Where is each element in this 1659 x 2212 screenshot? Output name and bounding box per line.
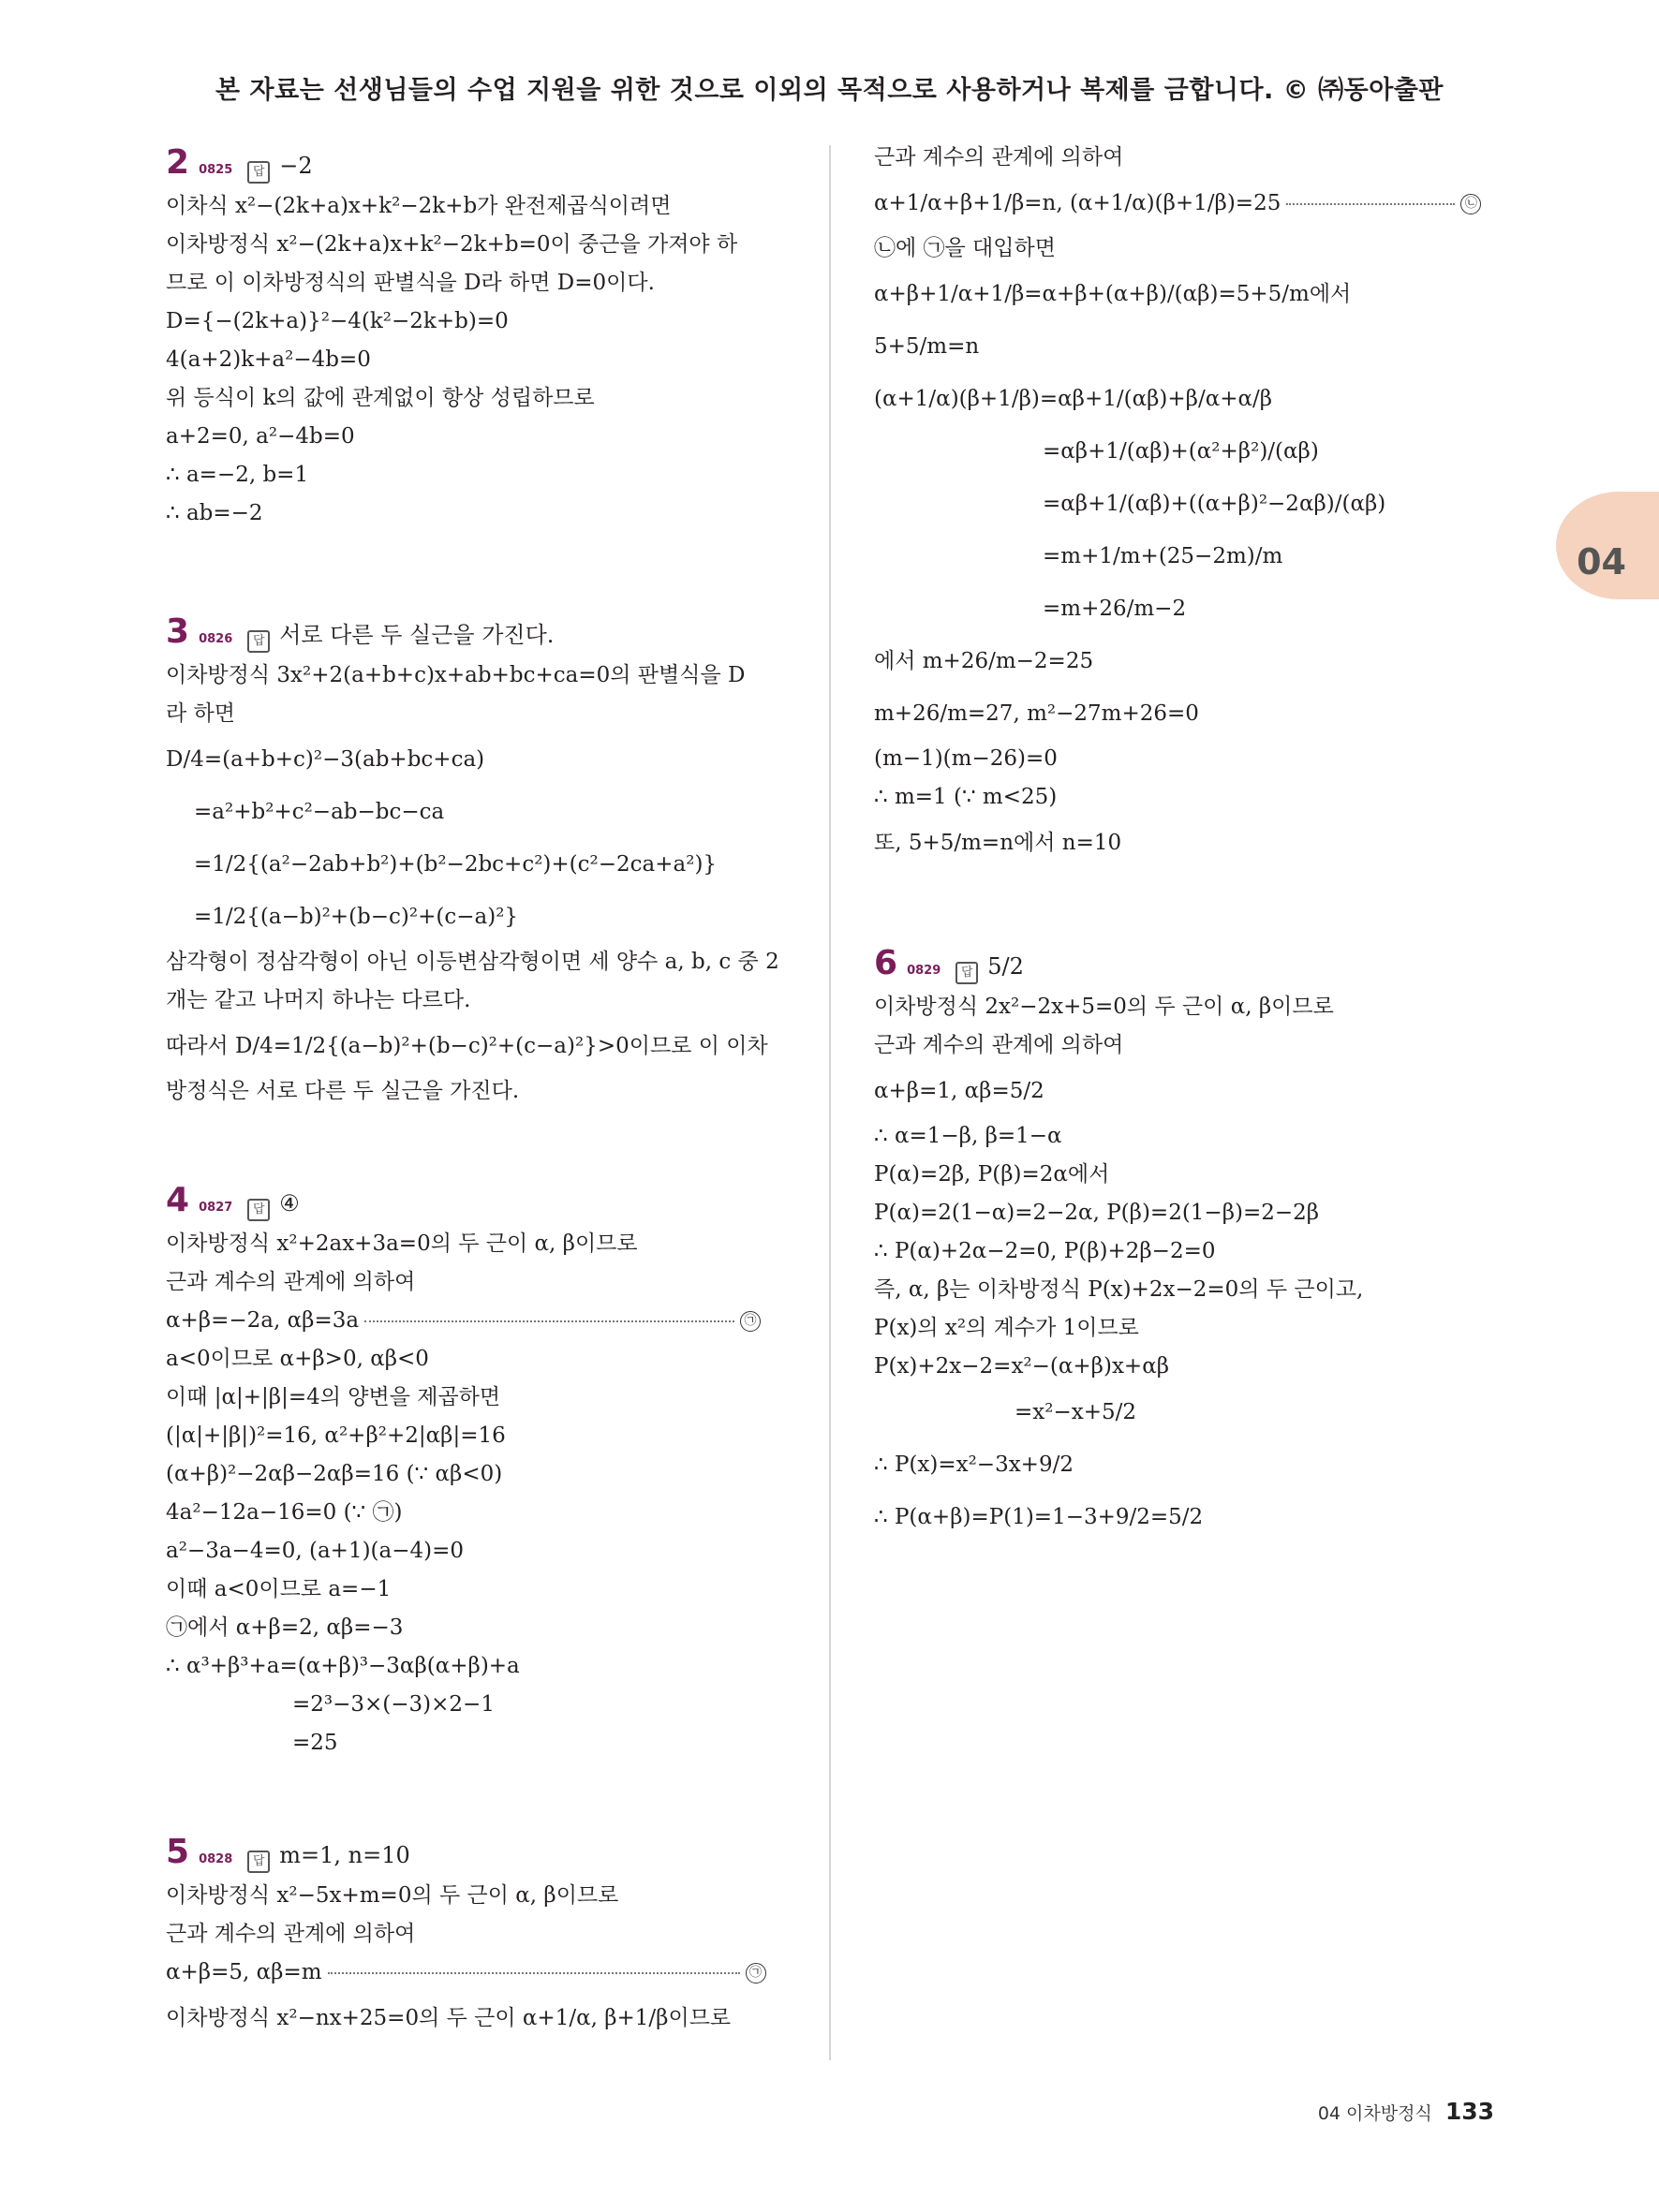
problem-5-header xyxy=(166,1828,803,1877)
equation-text: α+β=5, αβ=m xyxy=(166,1960,322,1984)
problem-number: 6 xyxy=(874,944,898,982)
solution-line: (|α|+|β|)²=16, α²+β²+2|αβ|=16 xyxy=(166,1423,506,1448)
solution-line: =a²+b²+c²−ab−bc−ca xyxy=(194,800,445,824)
solution-line: m+26/m=27, m²−27m+26=0 xyxy=(874,701,1199,726)
problem-4-header xyxy=(166,1176,803,1225)
problem-answer: m=1, n=10 xyxy=(279,1842,410,1868)
solution-line: =αβ+1/(αβ)+((α+β)²−2αβ)/(αβ) xyxy=(1043,492,1386,516)
solution-line-with-mark xyxy=(166,1302,803,1340)
solution-line: ∴ P(α+β)=P(1)=1−3+9/2=5/2 xyxy=(874,1505,1204,1529)
problem-answer: 서로 다른 두 실근을 가진다. xyxy=(279,622,555,648)
problem-3-header xyxy=(166,608,803,656)
problem-6-header xyxy=(874,939,1511,988)
solution-line: P(x)의 x²의 계수가 1이므로 xyxy=(874,1316,1139,1340)
solution-line: =αβ+1/(αβ)+(α²+β²)/(αβ) xyxy=(1043,439,1319,464)
solution-line: α+β=1, αβ=5/2 xyxy=(874,1079,1044,1103)
solution-line-with-mark xyxy=(166,1954,803,1992)
solution-line: =1/2{(a−b)²+(b−c)²+(c−a)²} xyxy=(194,905,519,929)
solution-line: ∴ α=1−β, β=1−α xyxy=(874,1124,1062,1148)
problem-code: 0825 xyxy=(199,163,233,177)
dotted-leader xyxy=(328,1972,740,1974)
problem-number: 5 xyxy=(166,1833,190,1871)
solution-line: 이차방정식 x²−(2k+a)x+k²−2k+b=0이 중근을 가져야 하 xyxy=(166,232,738,257)
solution-line: a<0이므로 α+β>0, αβ<0 xyxy=(166,1347,429,1371)
footer-chapter: 04 이차방정식 xyxy=(1317,2103,1432,2124)
solution-line: =m+26/m−2 xyxy=(1043,597,1187,621)
solution-line: ∴ α³+β³+a=(α+β)³−3αβ(α+β)+a xyxy=(166,1654,520,1678)
solution-line: 근과 계수의 관계에 의하여 xyxy=(874,145,1124,170)
problem-answer: 5/2 xyxy=(987,953,1024,980)
problem-answer: −2 xyxy=(279,153,313,179)
solution-line: 4a²−12a−16=0 (∵ ㉠) xyxy=(166,1500,403,1525)
answer-icon: 답 xyxy=(247,161,270,184)
dotted-leader xyxy=(1286,203,1455,205)
solution-line: ∴ a=−2, b=1 xyxy=(166,463,309,487)
chapter-side-tab-label: 04 xyxy=(1577,541,1626,582)
solution-line: 근과 계수의 관계에 의하여 xyxy=(166,1270,416,1294)
solution-line: 또, 5+5/m=n에서 n=10 xyxy=(874,831,1122,855)
problem-2-header xyxy=(166,139,803,187)
solution-line: 5+5/m=n xyxy=(874,334,980,359)
solution-line: P(x)+2x−2=x²−(α+β)x+αβ xyxy=(874,1354,1170,1379)
answer-icon: 답 xyxy=(247,1199,270,1221)
problem-code: 0829 xyxy=(907,964,941,978)
solution-line: 이차방정식 2x²−2x+5=0의 두 근이 α, β이므로 xyxy=(874,995,1334,1019)
solution-line: ∴ m=1 (∵ m<25) xyxy=(874,785,1058,809)
solution-line: 4(a+2)k+a²−4b=0 xyxy=(166,347,371,372)
solution-line: (m−1)(m−26)=0 xyxy=(874,746,1058,771)
solution-line: =x²−x+5/2 xyxy=(1015,1400,1136,1424)
equation-mark: ㉡ xyxy=(1460,194,1481,214)
solution-line: 근과 계수의 관계에 의하여 xyxy=(874,1033,1124,1057)
problem-number: 4 xyxy=(166,1181,190,1219)
solution-line: 위 등식이 k의 값에 관계없이 항상 성립하므로 xyxy=(166,386,595,410)
page-footer xyxy=(1318,2098,1494,2125)
problem-code: 0828 xyxy=(199,1852,233,1866)
solution-line: 방정식은 서로 다른 두 실근을 가진다. xyxy=(166,1079,520,1103)
equation-mark: ㉠ xyxy=(740,1311,761,1332)
solution-line: 이차식 x²−(2k+a)x+k²−2k+b가 완전제곱식이려면 xyxy=(166,194,672,218)
solution-line: a²−3a−4=0, (a+1)(a−4)=0 xyxy=(166,1539,465,1563)
solution-line-with-mark xyxy=(874,177,1511,229)
solution-line: 따라서 D/4=1/2{(a−b)²+(b−c)²+(c−a)²}>0이므로 이 이차 xyxy=(166,1034,768,1058)
problem-code: 0826 xyxy=(199,632,233,646)
equation-text: α+1/α+β+1/β=n, (α+1/α)(β+1/β)=25 xyxy=(874,191,1281,215)
dotted-leader xyxy=(364,1320,734,1322)
solution-line: ∴ P(α)+2α−2=0, P(β)+2β−2=0 xyxy=(874,1239,1216,1263)
equation-mark: ㉠ xyxy=(746,1963,766,1983)
solution-line: D={−(2k+a)}²−4(k²−2k+b)=0 xyxy=(166,309,509,333)
answer-icon: 답 xyxy=(247,630,270,653)
solution-line: (α+1/α)(β+1/β)=αβ+1/(αβ)+β/α+α/β xyxy=(874,387,1273,411)
solution-line: ㉠에서 α+β=2, αβ=−3 xyxy=(166,1615,404,1640)
equation-text: α+β=−2a, αβ=3a xyxy=(166,1308,360,1333)
solution-line: a+2=0, a²−4b=0 xyxy=(166,424,355,449)
problem-answer: ④ xyxy=(279,1190,300,1217)
page-number: 133 xyxy=(1444,2098,1494,2125)
solution-line: 이때 a<0이므로 a=−1 xyxy=(166,1577,392,1601)
solution-line: =2³−3×(−3)×2−1 xyxy=(292,1692,495,1717)
solution-line: =25 xyxy=(292,1731,338,1755)
solution-line: 이차방정식 x²−5x+m=0의 두 근이 α, β이므로 xyxy=(166,1883,619,1908)
solution-line: =m+1/m+(25−2m)/m xyxy=(1043,544,1283,568)
solution-line: 즉, α, β는 이차방정식 P(x)+2x−2=0의 두 근이고, xyxy=(874,1277,1364,1302)
copyright-notice: 본 자료는 선생님들의 수업 지원을 위한 것으로 이외의 목적으로 사용하거나 복제를 금합니다. © ㈜동아출판 xyxy=(215,76,1444,105)
solution-line: ∴ P(x)=x²−3x+9/2 xyxy=(874,1453,1074,1477)
solution-line: 이차방정식 x²+2ax+3a=0의 두 근이 α, β이므로 xyxy=(166,1231,638,1256)
answer-icon: 답 xyxy=(955,962,978,984)
solution-line: 이차방정식 x²−nx+25=0의 두 근이 α+1/α, β+1/β이므로 xyxy=(166,2006,732,2030)
solution-line: ㉡에 ㉠을 대입하면 xyxy=(874,236,1056,260)
column-divider xyxy=(829,145,831,2060)
left-column xyxy=(166,139,803,2044)
answer-icon: 답 xyxy=(247,1851,270,1873)
right-column xyxy=(874,139,1511,1543)
solution-line: 개는 같고 나머지 하나는 다르다. xyxy=(166,988,471,1012)
solution-line: (α+β)²−2αβ−2αβ=16 (∵ αβ<0) xyxy=(166,1462,503,1486)
solution-line: ∴ ab=−2 xyxy=(166,501,263,525)
solution-line: 근과 계수의 관계에 의하여 xyxy=(166,1922,416,1946)
solution-line: =1/2{(a²−2ab+b²)+(b²−2bc+c²)+(c²−2ca+a²)} xyxy=(194,852,718,877)
solution-line: 라 하면 xyxy=(166,701,235,726)
solution-line: 므로 이 이차방정식의 판별식을 D라 하면 D=0이다. xyxy=(166,271,655,295)
problem-number: 3 xyxy=(166,612,190,651)
solution-line: 삼각형이 정삼각형이 아닌 이등변삼각형이면 세 양수 a, b, c 중 2 xyxy=(166,950,779,974)
solution-line: P(α)=2(1−α)=2−2α, P(β)=2(1−β)=2−2β xyxy=(874,1201,1320,1225)
solution-line: α+β+1/α+1/β=α+β+(α+β)/(αβ)=5+5/m에서 xyxy=(874,282,1352,306)
solution-line: 에서 m+26/m−2=25 xyxy=(874,649,1094,673)
solution-line: P(α)=2β, P(β)=2α에서 xyxy=(874,1162,1110,1187)
solution-line: 이차방정식 3x²+2(a+b+c)x+ab+bc+ca=0의 판별식을 D xyxy=(166,663,746,687)
solution-line: 이때 |α|+|β|=4의 양변을 제곱하면 xyxy=(166,1385,501,1409)
solution-line: D/4=(a+b+c)²−3(ab+bc+ca) xyxy=(166,747,485,772)
problem-number: 2 xyxy=(166,143,190,182)
problem-code: 0827 xyxy=(199,1201,233,1215)
